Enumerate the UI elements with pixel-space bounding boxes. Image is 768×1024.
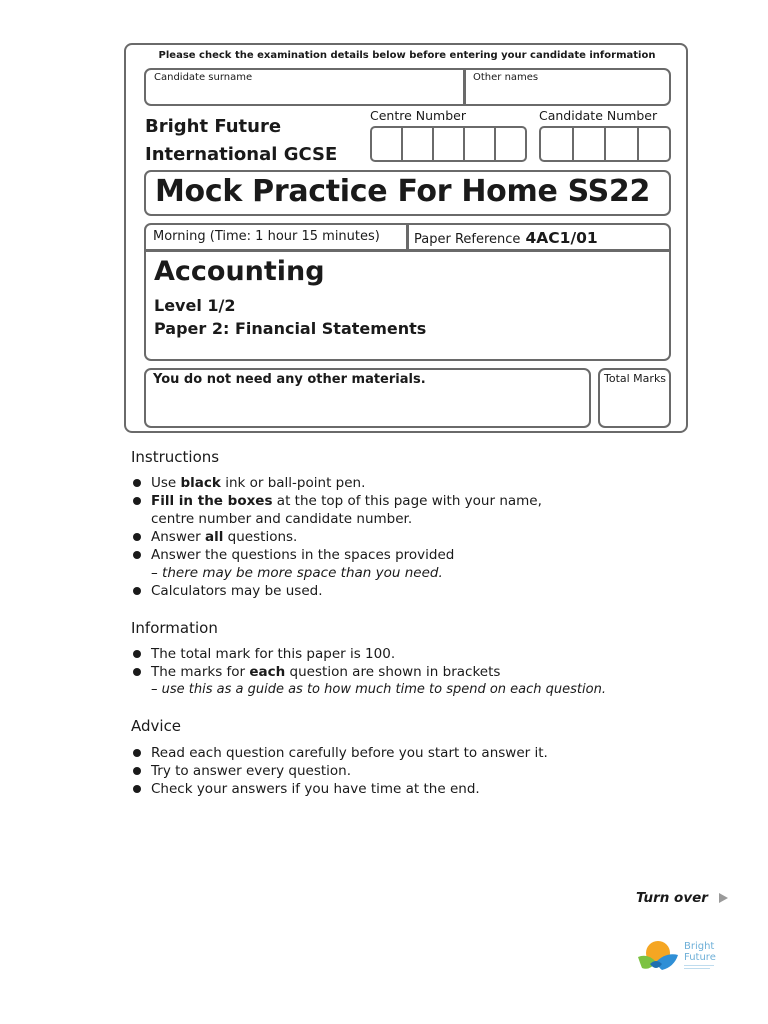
bullet-icon — [133, 551, 141, 559]
list-item — [131, 780, 691, 798]
turn-over-text: Turn over — [636, 890, 708, 906]
item-text: The total mark for this paper is 100. — [151, 646, 396, 662]
other-names-label: Other names — [473, 72, 539, 83]
centre-number-label: Centre Number — [370, 108, 466, 123]
information-list — [131, 645, 711, 699]
item-bold: black — [180, 475, 221, 491]
level-text: Level 1/2 — [154, 296, 236, 315]
session-suffix: ) — [374, 229, 380, 244]
bright-future-logo — [636, 938, 720, 978]
instructions-list — [131, 474, 691, 600]
list-item — [131, 582, 691, 600]
item-text-line2: – use this as a guide as to how much time to spend on each question. — [151, 682, 606, 697]
item-bold: all — [205, 529, 224, 545]
bullet-icon — [133, 668, 141, 676]
candidate-number-digit[interactable] — [574, 128, 607, 160]
centre-number-digit[interactable] — [372, 128, 403, 160]
total-marks-label: Total Marks — [604, 372, 667, 385]
list-item — [131, 492, 691, 528]
candidate-number-digit[interactable] — [639, 128, 670, 160]
session-prefix: Morning (Time: — [153, 229, 256, 244]
candidate-number-boxes[interactable] — [539, 126, 671, 162]
candidate-surname-field[interactable] — [148, 86, 460, 103]
item-text: Try to answer every question. — [151, 763, 352, 779]
item-bold: each — [249, 664, 286, 680]
item-text-line2: centre number and candidate number. — [151, 511, 413, 527]
bullet-icon — [133, 767, 141, 775]
item-bold: Fill in the boxes — [151, 493, 273, 509]
candidate-number-label: Candidate Number — [539, 108, 658, 123]
item-text: Check your answers if you have time at the end. — [151, 781, 480, 797]
list-item — [131, 528, 691, 546]
triangle-right-icon — [719, 893, 728, 903]
paper-reference-code: 4AC1/01 — [525, 229, 598, 247]
candidate-surname-label: Candidate surname — [154, 72, 253, 83]
bullet-icon — [133, 497, 141, 505]
list-item — [131, 474, 691, 492]
logo-text-line1: Bright — [684, 941, 715, 952]
item-text: question are shown in brackets — [285, 664, 501, 680]
centre-number-digit[interactable] — [496, 128, 525, 160]
logo-text-line2: Future — [684, 952, 716, 963]
bullet-icon — [133, 749, 141, 757]
list-item — [131, 645, 711, 663]
advice-title: Advice — [131, 717, 182, 735]
centre-number-digit[interactable] — [434, 128, 465, 160]
item-text-line2: – there may be more space than you need. — [151, 565, 443, 581]
list-item — [131, 762, 691, 780]
candidate-number-digit[interactable] — [606, 128, 639, 160]
materials-text: You do not need any other materials. — [153, 372, 426, 387]
turn-over — [636, 887, 728, 906]
board-name-line2: International GCSE — [145, 144, 338, 165]
item-text: questions. — [223, 529, 298, 545]
paper-title: Paper 2: Financial Statements — [154, 319, 427, 338]
candidate-number-digit[interactable] — [541, 128, 574, 160]
bright-future-logo-icon — [636, 938, 682, 974]
centre-number-digit[interactable] — [403, 128, 434, 160]
item-text: at the top of this page with your name, — [272, 493, 542, 509]
paper-reference — [414, 228, 598, 247]
other-names-field[interactable] — [468, 86, 666, 103]
logo-tagline-decoration — [684, 965, 714, 966]
exam-title: Mock Practice For Home SS22 — [155, 174, 651, 209]
paper-reference-label: Paper Reference — [414, 232, 521, 247]
session-time — [153, 229, 380, 244]
bullet-icon — [133, 479, 141, 487]
item-text: Calculators may be used. — [151, 583, 323, 599]
subject-title: Accounting — [154, 256, 325, 287]
session-divider-vertical — [406, 223, 409, 251]
bullet-icon — [133, 533, 141, 541]
session-duration: 1 hour 15 minutes — [255, 229, 375, 244]
board-name-line1: Bright Future — [145, 116, 282, 137]
item-text: Answer — [151, 529, 206, 545]
centre-number-digit[interactable] — [465, 128, 496, 160]
advice-list — [131, 744, 691, 798]
item-text: The marks for — [151, 664, 250, 680]
name-box-divider — [463, 68, 466, 106]
item-text: Answer the questions in the spaces provided — [151, 547, 455, 563]
bullet-icon — [133, 650, 141, 658]
list-item — [131, 663, 711, 699]
logo-tagline-decoration — [684, 968, 710, 969]
list-item — [131, 744, 691, 762]
list-item — [131, 546, 691, 582]
item-text: Read each question carefully before you start to answer it. — [151, 745, 548, 761]
bullet-icon — [133, 587, 141, 595]
centre-number-boxes[interactable] — [370, 126, 527, 162]
instructions-title: Instructions — [131, 448, 220, 466]
check-details-notice: Please check the examination details below before entering your candidate information — [158, 50, 656, 61]
bullet-icon — [133, 785, 141, 793]
item-text: ink or ball-point pen. — [220, 475, 366, 491]
information-title: Information — [131, 619, 218, 637]
item-text: Use — [151, 475, 181, 491]
